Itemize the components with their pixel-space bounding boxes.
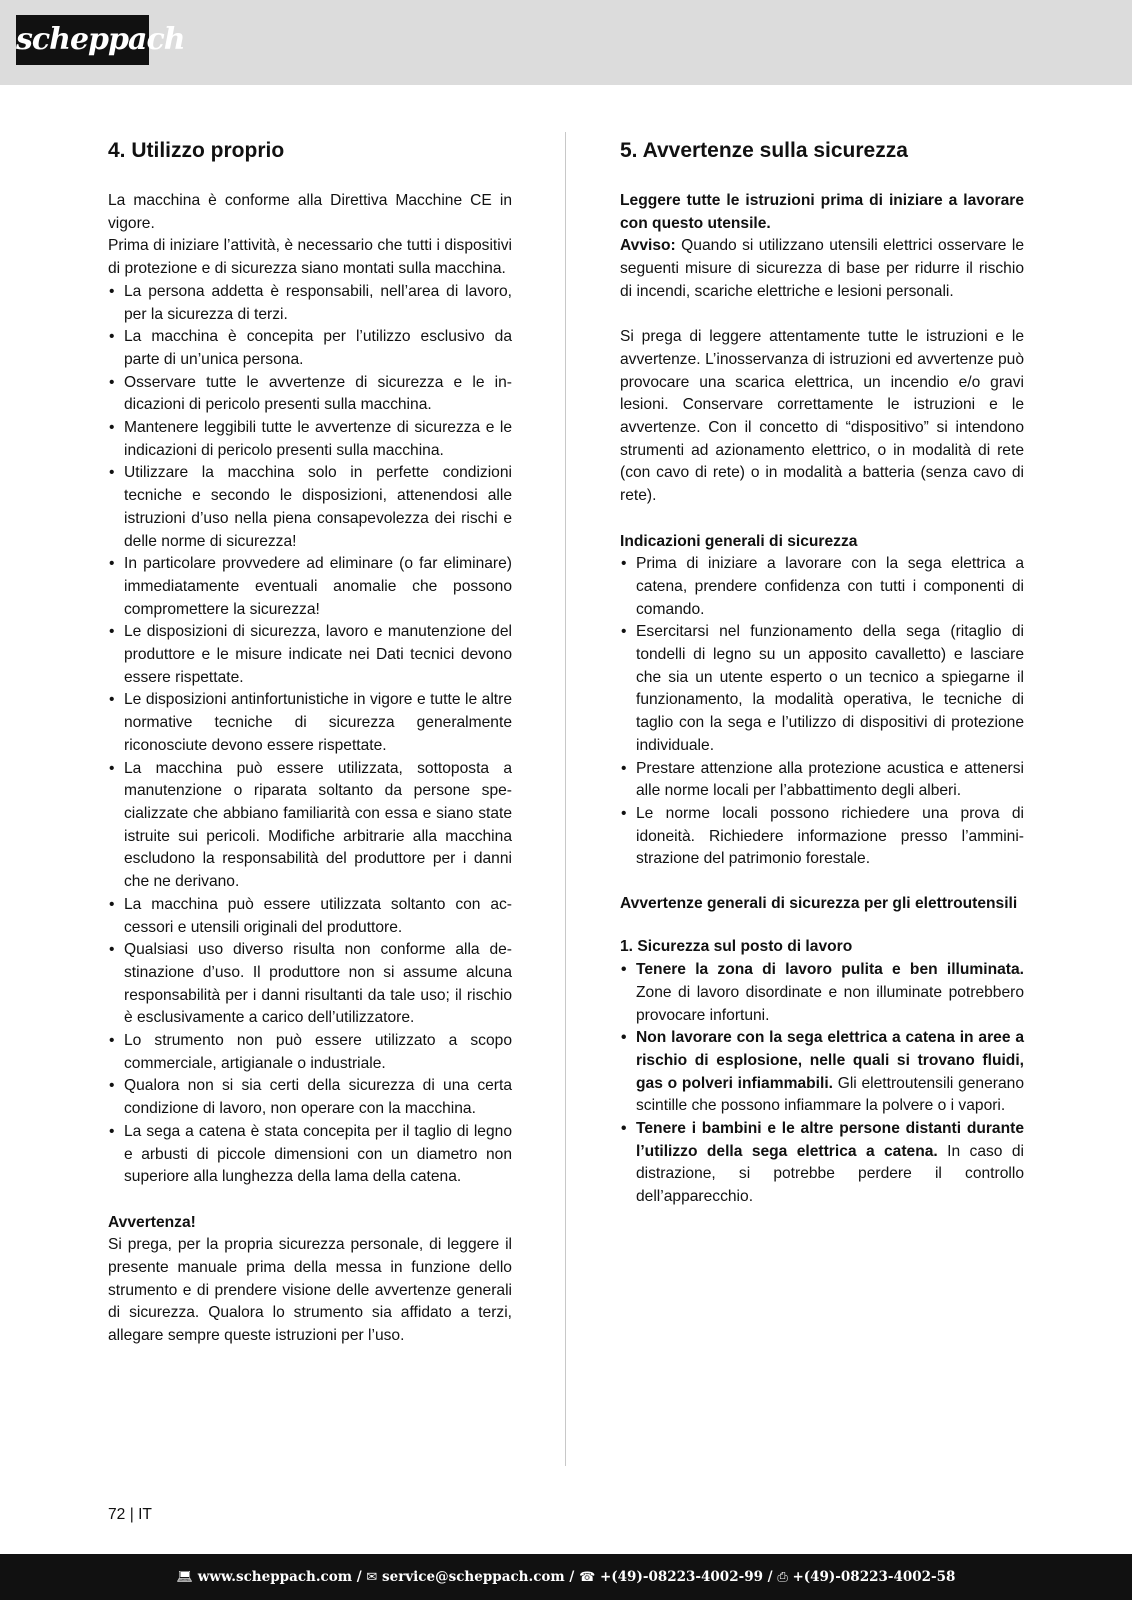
list-item: • Tenere la zona di lavoro pulita e ben illuminata. Zone di lavoro disordinate e non illuminate potrebbero provocare infortuni. [620,959,1024,1027]
footer-fax: +(49)-08223-4002-58 [792,1569,956,1585]
list-item: • In particolare provvedere ad eliminare (o far eliminare) immediatamente eventuali anomalie che possono compromettere la sicurezza! [108,553,512,621]
list-item: • Prima di iniziare a lavorare con la sega elettrica a catena, prendere confidenza con tutti i componenti di comando. [620,553,1024,621]
general-safety-list [620,553,1024,871]
right-column [620,136,1024,1209]
lead-instruction: Leggere tutte le istruzioni prima di iniziare a lavorare con questo utensile. [620,192,1024,232]
brand-logo: scheppach [16,15,149,65]
list-item: • Qualsiasi uso diverso risulta non conforme alla destinazione d’uso. Il produttore non si assume alcuna responsabilità per i danni risultanti da tale uso; il rischio è esclusivamente a carico dell’utilizzatore. [108,939,512,1030]
notice-paragraph [620,235,1024,303]
list-item: • Prestare attenzione alla protezione acustica e attenersi alle norme locali per l’abbattimento degli alberi. [620,758,1024,803]
section-title-utilizzo: 4. Utilizzo proprio [108,139,285,162]
intro-paragraph-2: Prima di iniziare l’attività, è necessario che tutti i dispositivi di protezione e di sicurezza siano montati sulla macchina. [108,237,512,278]
workplace-safety-list [620,959,1024,1209]
list-item: • Mantenere leggibili tutte le avvertenze di sicurezza e le indicazioni di pericolo presenti sulla macchina. [108,417,512,462]
left-column [108,136,512,1348]
electrotool-safety-title: Avvertenze generali di sicurezza per gli elettroutensili [620,894,1018,912]
list-item: • Qualora non si sia certi della sicurezza di una certa condizione di lavoro, non operare con la macchina. [108,1075,512,1120]
footer-phone: +(49)-08223-4002-99 [599,1569,763,1585]
list-item: • La sega a catena è stata concepita per il taglio di legno e arbusti di piccole dimensioni con un diametro non superiore alla lunghezza della lama della catena. [108,1121,512,1189]
envelope-icon: ✉ [366,1570,378,1585]
list-item: • Le norme locali possono richiedere una prova di idoneità. Richiedere informazione presso l’amministrazione del patrimonio forestale. [620,803,1024,871]
computer-icon: 💻︎ [176,1570,194,1585]
footer-bar: 💻︎ www.scheppach.com / ✉ service@scheppach.com / ☎ +(49)-08223-4002-99 / ⎙ +(49)-08223-4002-58 [0,1554,1132,1600]
list-item: • Le disposizioni di sicurezza, lavoro e manutenzione del produttore e le misure indicate nei Dati tecnici devono essere rispettate. [108,621,512,689]
list-item: • La macchina è concepita per l’utilizzo esclusivo da parte di un’unica persona. [108,326,512,371]
instructions-paragraph: Si prega di leggere attentamente tutte le istruzioni e le avvertenze. L’inosservanza di istruzioni ed avvertenze può provocare una scarica elettrica, un incendio e/o gravi lesioni. Conservare correttamente le istruzioni e le avvertenze. Con il concetto di “dispositivo” si intendono strumenti ad azionamento elettrico, o in modalità di rete (con cavo di rete) o in modalità a batteria (senza cavo di rete). [620,328,1024,505]
phone-icon: ☎ [579,1570,596,1585]
list-item: • Le disposizioni antinfortunistiche in vigore e tutte le altre normative tecniche di sicurezza generalmente riconosciute devono essere rispettate. [108,689,512,757]
list-item: • Esercitarsi nel funzionamento della sega (ritaglio di tondelli di legno su un apposito cavalletto) e lasciare che sia un utente esperto o un tecnico a spiegarne il funzionamento, la modalità operativa, le tecniche di taglio con la sega e l’utilizzo di dispositivi di protezione individuale. [620,621,1024,757]
footer-email[interactable]: service@scheppach.com [382,1569,565,1585]
notice-label: Avviso: [620,237,676,255]
column-divider [565,132,566,1466]
intro-paragraph-1: La macchina è conforme alla Direttiva Macchine CE in vigore. [108,192,512,232]
page-number: 72 | IT [108,1506,152,1523]
section-title-avvertenze: 5. Avvertenze sulla sicurezza [620,139,908,162]
general-safety-title: Indicazioni generali di sicurezza [620,532,858,550]
list-item: • Tenere i bambini e le altre persone distanti durante l’utilizzo della sega elettrica a catena. In caso di distrazione, si potrebbe perdere il controllo dell’apparecchio. [620,1118,1024,1209]
list-item: • La macchina può essere utilizzata, sottoposta a manutenzione o riparata soltanto da persone specializzate che abbiano familiarità con essa e siano state istruite sui pericoli. Modifiche arbitrarie alla macchina escludono la responsabilità del produttore per i danni che ne derivano. [108,758,512,894]
header-bar [0,0,1132,85]
workplace-safety-title: 1. Sicurezza sul posto di lavoro [620,938,853,956]
list-item: • Lo strumento non può essere utilizzato a scopo commerciale, artigianale o industriale. [108,1030,512,1075]
notice-text: Quando si utilizzano utensili elettrici osservare le seguenti misure di sicurezza di base per ridurre il rischio di incendi, scariche elettriche e lesioni personali. [620,237,1024,300]
warning-title: Avvertenza! [108,1213,196,1231]
list-item: • Non lavorare con la sega elettrica a catena in aree a rischio di esplosione, nelle quali si trovano fluidi, gas o polveri infiammabili. Gli elettroutensili generano scintille che possono infiammare la polvere o i vapori. [620,1027,1024,1118]
fax-icon: ⎙ [777,1570,788,1585]
list-item: • Utilizzare la macchina solo in perfette condizioni tecniche e secondo le disposizioni, attenendosi alle istruzioni d’uso nella piena consapevolezza dei rischi e delle norme di sicurezza! [108,462,512,553]
warning-text: Si prega, per la propria sicurezza personale, di leggere il presente manuale prima della messa in funzione dello strumento e di prendere visione delle avvertenze generali di sicurezza. Qualora lo strumento sia affidato a terzi, allegare sempre queste istruzioni per l’uso. [108,1236,512,1345]
list-item: • La persona addetta è responsabili, nell’area di lavoro, per la sicurezza di terzi. [108,281,512,326]
footer-web[interactable]: www.scheppach.com [197,1569,353,1585]
usage-bullet-list [108,281,512,1189]
list-item: • La macchina può essere utilizzata soltanto con accessori e utensili originali del produttore. [108,894,512,939]
list-item: • Osservare tutte le avvertenze di sicurezza e le indicazioni di pericolo presenti sulla macchina. [108,372,512,417]
